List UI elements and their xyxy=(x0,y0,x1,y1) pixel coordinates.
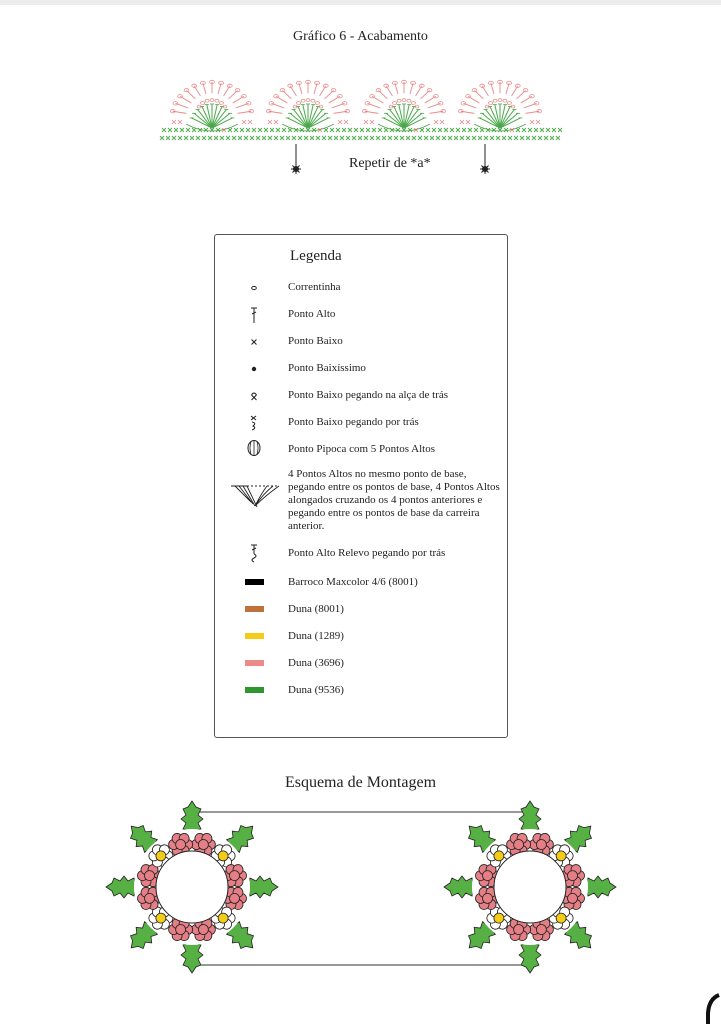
back-post-double-crochet-icon xyxy=(243,543,265,563)
legend-label: Ponto Alto xyxy=(288,308,336,320)
scallop-fan xyxy=(458,80,541,131)
single-crochet-back-loop-icon xyxy=(243,387,265,405)
legend-label: Ponto Baixo pegando por trás xyxy=(288,416,419,428)
scallop-fan xyxy=(362,80,445,131)
legend-label: Duna (8001) xyxy=(288,603,344,615)
assembly-diagram xyxy=(0,795,721,985)
wreath xyxy=(106,801,278,973)
repeat-marker xyxy=(291,144,301,174)
legend-label: Ponto Alto Relevo pegando por trás xyxy=(288,547,446,559)
legend-label: Barroco Maxcolor 4/6 (8001) xyxy=(288,576,418,588)
swatch-yellow xyxy=(243,627,265,645)
assembly-title: Esquema de Montagem xyxy=(284,774,437,791)
legend-label: Ponto Baixíssimo xyxy=(288,362,366,374)
page-curl-mark xyxy=(705,993,721,1024)
double-crochet-icon xyxy=(243,306,265,324)
chart-title: Gráfico 6 - Acabamento xyxy=(293,29,428,44)
swatch-pink xyxy=(243,654,265,672)
popcorn-stitch-icon xyxy=(243,438,265,458)
wreath-center xyxy=(156,851,228,923)
single-crochet-back-post-icon xyxy=(243,414,265,432)
swatch-brown xyxy=(243,600,265,618)
slip-stitch-dot-icon xyxy=(243,360,265,378)
top-strip xyxy=(0,0,721,5)
scallop-fan xyxy=(170,80,253,131)
legend-label: Duna (9536) xyxy=(288,684,344,696)
stitch-row xyxy=(160,136,560,140)
legend-box xyxy=(214,234,508,738)
swatch-green xyxy=(243,681,265,699)
legend-label: Ponto Baixo pegando na alça de trás xyxy=(288,389,449,401)
legend-title: Legenda xyxy=(290,248,342,264)
repeat-marker xyxy=(480,144,490,174)
legend-label: 4 Pontos Altos no mesmo ponto de base, pegando entre os pontos de base, 4 Pontos Altos alongados cruzando os 4 pontos anteriores e pegando entre os pontos de base da carreira anterior. xyxy=(288,468,500,532)
swatch-black xyxy=(243,573,265,591)
crossed-double-crochet-fan-icon xyxy=(225,472,283,512)
wreath-center xyxy=(494,851,566,923)
legend-label: Ponto Baixo xyxy=(288,335,343,347)
scallop-fan xyxy=(266,80,349,131)
legend-label: Duna (3696) xyxy=(288,657,344,669)
wreath xyxy=(444,801,616,973)
single-crochet-x-icon xyxy=(243,333,265,351)
chain-oval-icon xyxy=(243,279,265,297)
legend-label: Duna (1289) xyxy=(288,630,344,642)
legend-label: Ponto Pipoca com 5 Pontos Altos xyxy=(288,443,435,455)
repeat-label: Repetir de *a* xyxy=(349,156,431,171)
legend-label: Correntinha xyxy=(288,281,341,293)
